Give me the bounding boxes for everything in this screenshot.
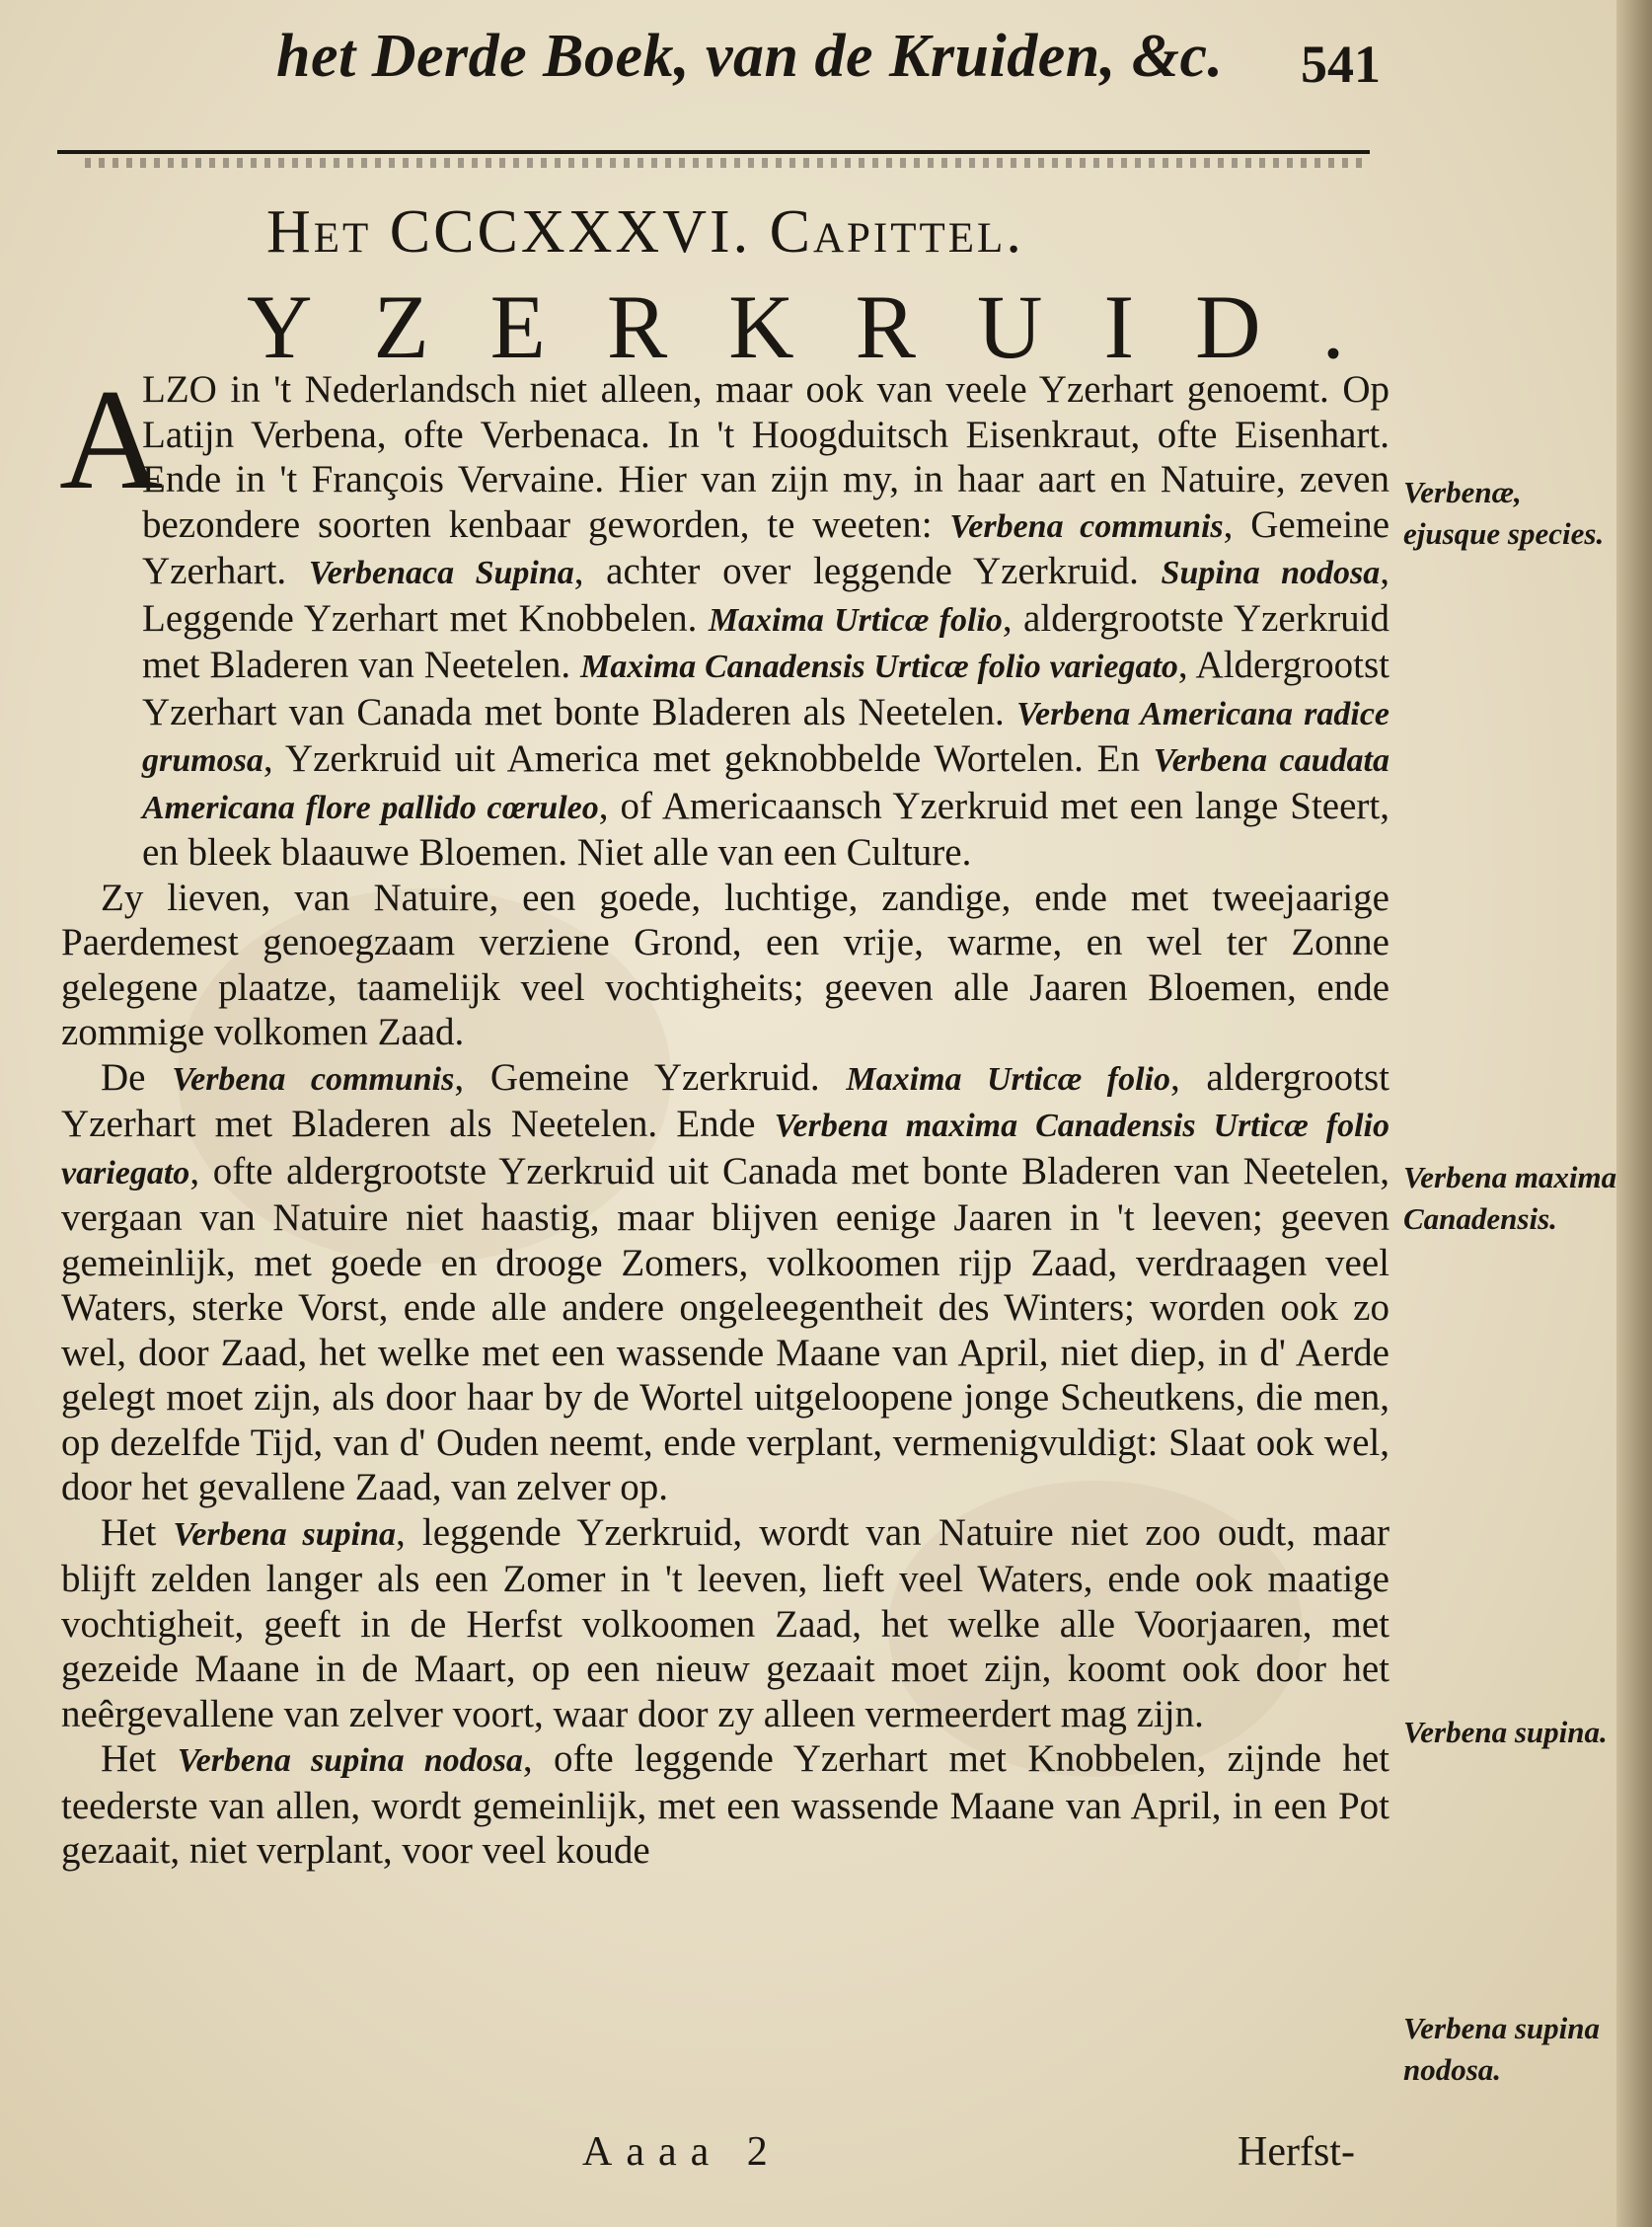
text-run: , of Americaansch Yzerkruid met een lange Steert, en bleek blaauwe Bloemen. Niet alle van een Culture. — [142, 784, 1389, 874]
text-run: , aldergrootst Yzerhart met Bladeren als Neetelen. Ende — [61, 1055, 1389, 1145]
margin-note-2: Verbena maxima Canadensis. — [1403, 1160, 1617, 1236]
paragraph-4 — [61, 1510, 1389, 1737]
latin-name: Verbena communis — [172, 1060, 455, 1098]
latin-name: Supina nodosa — [1161, 555, 1381, 591]
text-run: , aldergrootste Yzerkruid met Bladeren van Neetelen. — [142, 596, 1390, 686]
margin-note-4: Verbena supina nodosa. — [1403, 2011, 1600, 2087]
chapter-heading: Het CCCXXXVI. Capittel. — [266, 198, 1024, 266]
latin-name: Verbena supina nodosa — [177, 1742, 523, 1779]
signature-mark: Aaaa 2 — [582, 2129, 782, 2175]
text-run: , ofte aldergrootste Yzerkruid uit Canada met bonte Bladeren van Neetelen, vergaan van Natuire niet haastig, maar blijven eenige Jaaren in 't leeven; geeven gemeinlijk, met goede en drooge Zomers, volkoomen rijp Zaad, verdraagen veel Waters, sterke Vorst, ende alle andere ongeleegentheit des Winters; worden ook zo wel, door Zaad, het welke met een wassende Maane van April, niet diep, in d' Aerde gelegt moet zijn, als door haar by de Wortel uitgeloopene jonge Scheutkens, die men, op dezelfde Tijd, van d' Ouden neemt, ende verplant, vermenigvuldigt: Slaat ook wel, door het gevallene Zaad, van zelver op. — [61, 1149, 1389, 1508]
chapter-title: YZERKRUID. — [247, 276, 1406, 377]
text-run: , Aldergrootst Yzerhart van Canada met bonte Bladeren als Neetelen. — [142, 644, 1389, 733]
latin-name: Maxima Canadensis Urticæ folio variegato — [580, 649, 1178, 685]
text-run: , Yzerkruid uit America met geknobbelde Wortelen. En — [263, 737, 1154, 780]
header-rule — [57, 150, 1370, 154]
latin-name: Verbena supina — [173, 1515, 397, 1553]
text-run: LZO in 't Nederlandsch niet alleen, maar ook van veele Yzerhart genoemt. Op Latijn Verbena, ofte Verbenaca. In 't Hoogduitsch Eisenkraut, ofte Eisenhart. Ende in 't François Vervaine. Hier van zijn my, in haar aart en Natuire, zeven bezondere soorten kenbaar geworden, te weeten: — [142, 368, 1389, 546]
latin-name: Verbena communis — [949, 507, 1224, 545]
paragraph-1-text — [59, 359, 1390, 876]
text-run: , Leggende Yzerhart met Knobbelen. — [142, 550, 1390, 640]
show-through-ornament — [85, 158, 1368, 168]
latin-name: Verbenaca Supina — [308, 555, 574, 591]
latin-name: Maxima Urticæ folio — [708, 601, 1003, 639]
margin-note-3: Verbena supina. — [1403, 1715, 1608, 1749]
paragraph-5 — [61, 1736, 1389, 1874]
text-run: , Gemeine Yzerkruid. — [454, 1055, 847, 1099]
text-run: Het — [101, 1737, 178, 1780]
text-run: , ofte leggende Yzerhart met Knobbelen, zijnde het teederste van allen, wordt gemeinlijk, met een wassende Maane van April, in een Pot gezaait, niet verplant, voor veel koude — [61, 1737, 1389, 1872]
catchword: Herfst- — [1238, 2129, 1355, 2175]
running-title: het Derde Boek, van de Kruiden, &c. — [276, 23, 1224, 90]
latin-name: Verbena caudata Americana flore pallido cœruleo — [142, 742, 1390, 826]
page-number: 541 — [1301, 35, 1381, 94]
drop-cap: A — [59, 359, 164, 519]
text-run: Het — [101, 1510, 174, 1554]
margin-note-1: Verbenæ, ejusque species. — [1403, 475, 1605, 551]
text-run: , leggende Yzerkruid, wordt van Natuire niet zoo oudt, maar blijft zelden langer als een Zomer in 't leeven, lieft veel Waters, ende ook maatige vochtigheit, geeft in de Herfst volkoomen Zaad, het welke alle Voorjaaren, met gezeide Maane in de Maart, op een nieuw gezaait moet zijn, koomt ook door het neêrgevallene van zelver voort, waar door zy alleen vermeerdert mag zijn. — [61, 1510, 1389, 1735]
latin-name: Verbena Americana radice grumosa — [142, 695, 1389, 779]
text-run: , Gemeine Yzerhart. — [142, 502, 1389, 592]
body-text — [59, 359, 1390, 1874]
latin-name: Verbena maxima Canadensis Urticæ folio variegato — [61, 1108, 1389, 1191]
paragraph-2: Zy lieven, van Natuire, een goede, luchtige, zandige, ende met tweejaarige Paerdemest genoegzaam verziene Grond, een vrije, warme, en wel ter Zonne gelegene plaatze, taamelijk veel vochtigheits; geeven alle Jaaren Bloemen, ende zommige volkomen Zaad. — [61, 876, 1389, 1053]
paragraph-1 — [59, 359, 1390, 876]
page-gutter-shadow — [1616, 0, 1652, 2227]
paragraph-3 — [61, 1055, 1389, 1510]
latin-name: Maxima Urticæ folio — [846, 1060, 1170, 1098]
text-run: De — [101, 1055, 173, 1099]
text-run: , achter over leggende Yzerkruid. — [573, 550, 1162, 592]
